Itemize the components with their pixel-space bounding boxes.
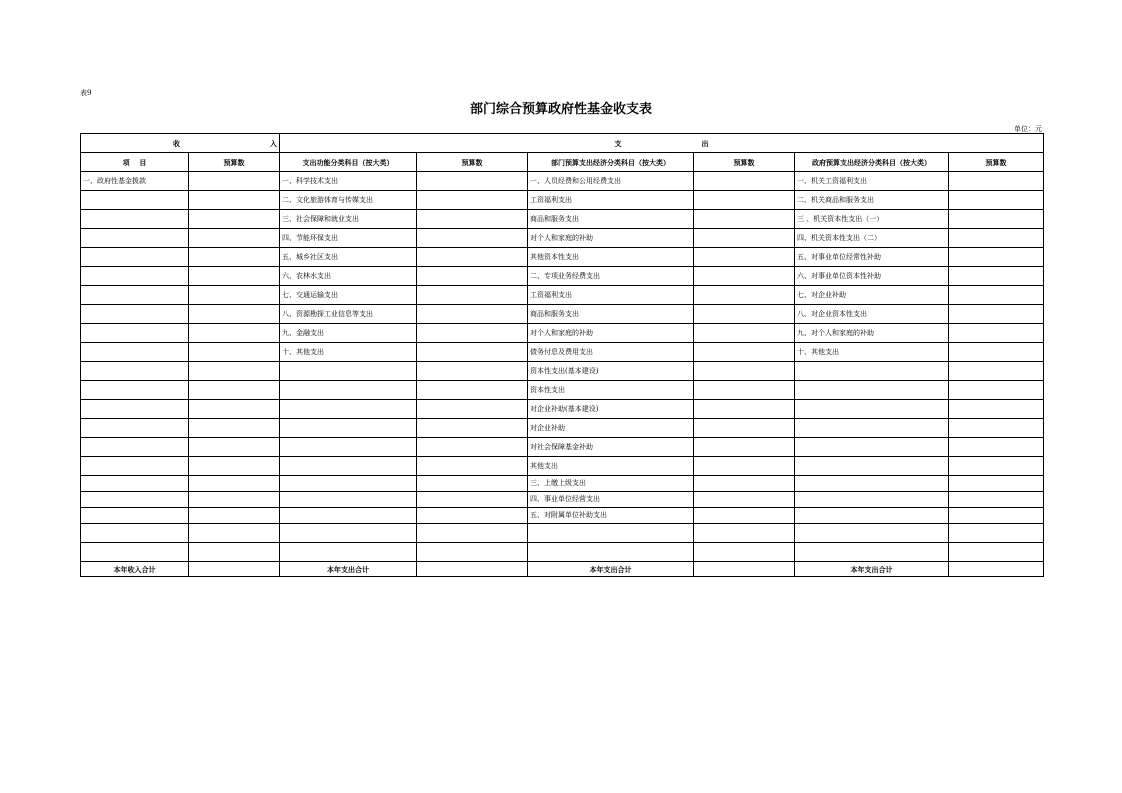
header-row-columns bbox=[81, 153, 1044, 172]
column-header: 预算数 bbox=[694, 153, 795, 172]
table-cell bbox=[949, 508, 1044, 524]
table-cell bbox=[949, 362, 1044, 381]
table-cell: 二、机关商品和服务支出 bbox=[795, 191, 949, 210]
table-cell bbox=[694, 305, 795, 324]
table-cell: 资本性支出(基本建设) bbox=[528, 362, 694, 381]
total-cell: 本年支出合计 bbox=[528, 562, 694, 577]
table-cell bbox=[189, 524, 280, 543]
table-row bbox=[81, 543, 1044, 562]
table-cell bbox=[189, 419, 280, 438]
table-cell: 二、专项业务经费支出 bbox=[528, 267, 694, 286]
table-cell: 七、对企业补助 bbox=[795, 286, 949, 305]
table-row bbox=[81, 210, 1044, 229]
table-row bbox=[81, 191, 1044, 210]
total-cell bbox=[694, 562, 795, 577]
column-header: 预算数 bbox=[189, 153, 280, 172]
table-row bbox=[81, 286, 1044, 305]
unit-label: 单位：元 bbox=[1014, 125, 1042, 133]
total-cell bbox=[949, 562, 1044, 577]
table-cell: 四、节能环保支出 bbox=[280, 229, 417, 248]
table-cell: 十、其他支出 bbox=[280, 343, 417, 362]
table-cell: 九、金融支出 bbox=[280, 324, 417, 343]
table-row bbox=[81, 172, 1044, 191]
table-cell bbox=[694, 210, 795, 229]
table-cell bbox=[81, 476, 189, 492]
table-cell bbox=[795, 476, 949, 492]
table-cell bbox=[81, 543, 189, 562]
table-cell bbox=[795, 492, 949, 508]
table-cell bbox=[694, 267, 795, 286]
table-cell bbox=[949, 438, 1044, 457]
table-cell bbox=[795, 381, 949, 400]
table-cell: 三、上缴上级支出 bbox=[528, 476, 694, 492]
total-cell: 本年支出合计 bbox=[280, 562, 417, 577]
table-cell bbox=[949, 343, 1044, 362]
table-row bbox=[81, 508, 1044, 524]
table-cell bbox=[417, 508, 528, 524]
table-row bbox=[81, 457, 1044, 476]
table-cell bbox=[417, 476, 528, 492]
table-cell bbox=[81, 524, 189, 543]
table-cell bbox=[81, 362, 189, 381]
table-cell bbox=[417, 524, 528, 543]
table-cell: 八、对企业资本性支出 bbox=[795, 305, 949, 324]
table-cell bbox=[417, 457, 528, 476]
table-cell bbox=[949, 457, 1044, 476]
table-cell bbox=[694, 343, 795, 362]
table-cell: 商品和服务支出 bbox=[528, 210, 694, 229]
table-row bbox=[81, 305, 1044, 324]
total-cell bbox=[417, 562, 528, 577]
table-cell bbox=[81, 267, 189, 286]
table-cell: 三 、机关资本性支出（一） bbox=[795, 210, 949, 229]
table-cell bbox=[417, 343, 528, 362]
table-cell bbox=[417, 191, 528, 210]
table-cell bbox=[81, 438, 189, 457]
table-cell bbox=[694, 381, 795, 400]
table-cell: 资本性支出 bbox=[528, 381, 694, 400]
table-cell: 对社会保障基金补助 bbox=[528, 438, 694, 457]
table-cell bbox=[694, 543, 795, 562]
table-cell bbox=[81, 248, 189, 267]
table-cell bbox=[949, 524, 1044, 543]
table-cell bbox=[417, 381, 528, 400]
table-cell bbox=[81, 492, 189, 508]
table-cell bbox=[81, 419, 189, 438]
table-cell bbox=[694, 248, 795, 267]
table-cell: 工资福利支出 bbox=[528, 191, 694, 210]
table-row bbox=[81, 229, 1044, 248]
table-cell: 六、对事业单位资本性补助 bbox=[795, 267, 949, 286]
table-cell: 对企业补助(基本建设) bbox=[528, 400, 694, 419]
table-cell bbox=[81, 286, 189, 305]
table-cell bbox=[417, 438, 528, 457]
table-cell bbox=[189, 267, 280, 286]
table-cell bbox=[694, 524, 795, 543]
table-cell bbox=[189, 229, 280, 248]
table-cell bbox=[280, 457, 417, 476]
table-cell bbox=[280, 438, 417, 457]
table-cell bbox=[417, 248, 528, 267]
table-cell bbox=[417, 324, 528, 343]
income-section-header: 收入 bbox=[81, 134, 280, 153]
table-cell bbox=[189, 191, 280, 210]
header-row-sections bbox=[81, 134, 1044, 153]
table-cell: 五、对事业单位经常性补助 bbox=[795, 248, 949, 267]
budget-table bbox=[80, 133, 1044, 577]
table-cell bbox=[694, 476, 795, 492]
table-cell bbox=[81, 324, 189, 343]
table-cell bbox=[417, 492, 528, 508]
table-cell bbox=[81, 400, 189, 419]
table-cell bbox=[189, 210, 280, 229]
table-cell: 一、机关工资福利支出 bbox=[795, 172, 949, 191]
table-cell bbox=[949, 210, 1044, 229]
table-cell: 六、农林水支出 bbox=[280, 267, 417, 286]
table-cell bbox=[694, 400, 795, 419]
table-cell bbox=[949, 381, 1044, 400]
table-cell bbox=[81, 210, 189, 229]
expense-section-header: 支出 bbox=[280, 134, 1044, 153]
table-cell bbox=[795, 438, 949, 457]
table-cell bbox=[189, 543, 280, 562]
table-cell: 四、事业单位经营支出 bbox=[528, 492, 694, 508]
table-cell bbox=[694, 419, 795, 438]
table-cell bbox=[280, 381, 417, 400]
table-cell bbox=[694, 324, 795, 343]
table-cell: 商品和服务支出 bbox=[528, 305, 694, 324]
table-row bbox=[81, 324, 1044, 343]
table-cell bbox=[694, 286, 795, 305]
table-cell bbox=[694, 191, 795, 210]
table-cell bbox=[417, 419, 528, 438]
table-cell bbox=[280, 419, 417, 438]
table-cell bbox=[949, 324, 1044, 343]
table-cell bbox=[189, 400, 280, 419]
table-cell bbox=[280, 508, 417, 524]
table-cell: 二、文化旅游体育与传媒支出 bbox=[280, 191, 417, 210]
table-row bbox=[81, 400, 1044, 419]
totals-row bbox=[81, 562, 1044, 577]
page-title: 部门综合预算政府性基金收支表 bbox=[469, 102, 652, 117]
table-cell: 五、对附属单位补助支出 bbox=[528, 508, 694, 524]
table-cell bbox=[949, 267, 1044, 286]
total-cell: 本年支出合计 bbox=[795, 562, 949, 577]
table-row bbox=[81, 524, 1044, 543]
table-cell bbox=[417, 400, 528, 419]
table-cell bbox=[949, 229, 1044, 248]
table-cell bbox=[189, 457, 280, 476]
table-cell bbox=[189, 381, 280, 400]
table-cell bbox=[694, 362, 795, 381]
table-cell bbox=[189, 508, 280, 524]
table-cell bbox=[280, 476, 417, 492]
table-cell: 一、科学技术支出 bbox=[280, 172, 417, 191]
table-cell bbox=[949, 492, 1044, 508]
table-cell bbox=[417, 543, 528, 562]
table-cell bbox=[795, 419, 949, 438]
table-cell bbox=[795, 362, 949, 381]
table-row bbox=[81, 362, 1044, 381]
table-cell bbox=[81, 381, 189, 400]
table-cell bbox=[189, 492, 280, 508]
table-cell: 对个人和家庭的补助 bbox=[528, 324, 694, 343]
table-cell bbox=[795, 508, 949, 524]
table-cell: 工资福利支出 bbox=[528, 286, 694, 305]
table-cell bbox=[189, 172, 280, 191]
table-cell bbox=[81, 191, 189, 210]
table-cell bbox=[280, 362, 417, 381]
table-row bbox=[81, 492, 1044, 508]
table-cell: 五、城乡社区支出 bbox=[280, 248, 417, 267]
table-cell bbox=[949, 248, 1044, 267]
table-cell bbox=[949, 191, 1044, 210]
table-cell bbox=[189, 343, 280, 362]
table-row bbox=[81, 343, 1044, 362]
table-cell bbox=[694, 492, 795, 508]
table-cell bbox=[81, 305, 189, 324]
table-cell bbox=[81, 457, 189, 476]
table-cell: 七、交通运输支出 bbox=[280, 286, 417, 305]
table-cell bbox=[528, 543, 694, 562]
table-cell: 四、机关资本性支出（二） bbox=[795, 229, 949, 248]
table-cell bbox=[280, 524, 417, 543]
table-cell bbox=[694, 229, 795, 248]
table-cell bbox=[417, 362, 528, 381]
table-cell: 债务付息及费用支出 bbox=[528, 343, 694, 362]
table-cell bbox=[795, 457, 949, 476]
table-row bbox=[81, 248, 1044, 267]
column-header: 预算数 bbox=[949, 153, 1044, 172]
table-cell bbox=[189, 248, 280, 267]
table-cell bbox=[189, 286, 280, 305]
table-cell bbox=[280, 400, 417, 419]
total-cell: 本年收入合计 bbox=[81, 562, 189, 577]
table-row bbox=[81, 476, 1044, 492]
table-cell: 一、人员经费和公用经费支出 bbox=[528, 172, 694, 191]
total-cell bbox=[189, 562, 280, 577]
table-cell bbox=[795, 400, 949, 419]
table-cell bbox=[949, 305, 1044, 324]
column-header: 项 目 bbox=[81, 153, 189, 172]
table-cell bbox=[189, 362, 280, 381]
table-cell bbox=[280, 543, 417, 562]
table-cell bbox=[81, 508, 189, 524]
table-cell: 其他资本性支出 bbox=[528, 248, 694, 267]
table-cell bbox=[694, 508, 795, 524]
table-cell: 三、社会保障和就业支出 bbox=[280, 210, 417, 229]
table-cell bbox=[694, 438, 795, 457]
table-cell: 对企业补助 bbox=[528, 419, 694, 438]
table-row bbox=[81, 267, 1044, 286]
table-cell bbox=[280, 492, 417, 508]
table-cell: 十、其他支出 bbox=[795, 343, 949, 362]
table-cell bbox=[949, 400, 1044, 419]
table-row bbox=[81, 381, 1044, 400]
table-number: 表9 bbox=[80, 89, 92, 97]
table-cell: 对个人和家庭的补助 bbox=[528, 229, 694, 248]
table-cell bbox=[694, 172, 795, 191]
table-cell bbox=[694, 457, 795, 476]
table-cell bbox=[189, 324, 280, 343]
table-cell bbox=[949, 543, 1044, 562]
table-cell bbox=[417, 229, 528, 248]
table-cell bbox=[417, 267, 528, 286]
table-cell: 八、资源勘探工业信息等支出 bbox=[280, 305, 417, 324]
table-cell bbox=[189, 305, 280, 324]
table-cell bbox=[949, 419, 1044, 438]
table-cell bbox=[189, 476, 280, 492]
table-cell: 一、政府性基金拨款 bbox=[81, 172, 189, 191]
column-header: 预算数 bbox=[417, 153, 528, 172]
table-cell bbox=[417, 305, 528, 324]
table-cell bbox=[949, 172, 1044, 191]
table-row bbox=[81, 438, 1044, 457]
column-header: 支出功能分类科目（按大类） bbox=[280, 153, 417, 172]
table-cell bbox=[795, 543, 949, 562]
table-cell bbox=[417, 172, 528, 191]
table-cell bbox=[81, 343, 189, 362]
table-cell bbox=[949, 286, 1044, 305]
table-cell: 九、对个人和家庭的补助 bbox=[795, 324, 949, 343]
table-row bbox=[81, 419, 1044, 438]
table-cell: 其他支出 bbox=[528, 457, 694, 476]
table-cell bbox=[189, 438, 280, 457]
table-cell bbox=[795, 524, 949, 543]
table-cell bbox=[81, 229, 189, 248]
column-header: 部门预算支出经济分类科目（按大类） bbox=[528, 153, 694, 172]
table-cell bbox=[528, 524, 694, 543]
table-cell bbox=[417, 286, 528, 305]
table-cell bbox=[949, 476, 1044, 492]
table-cell bbox=[417, 210, 528, 229]
column-header: 政府预算支出经济分类科目（按大类） bbox=[795, 153, 949, 172]
